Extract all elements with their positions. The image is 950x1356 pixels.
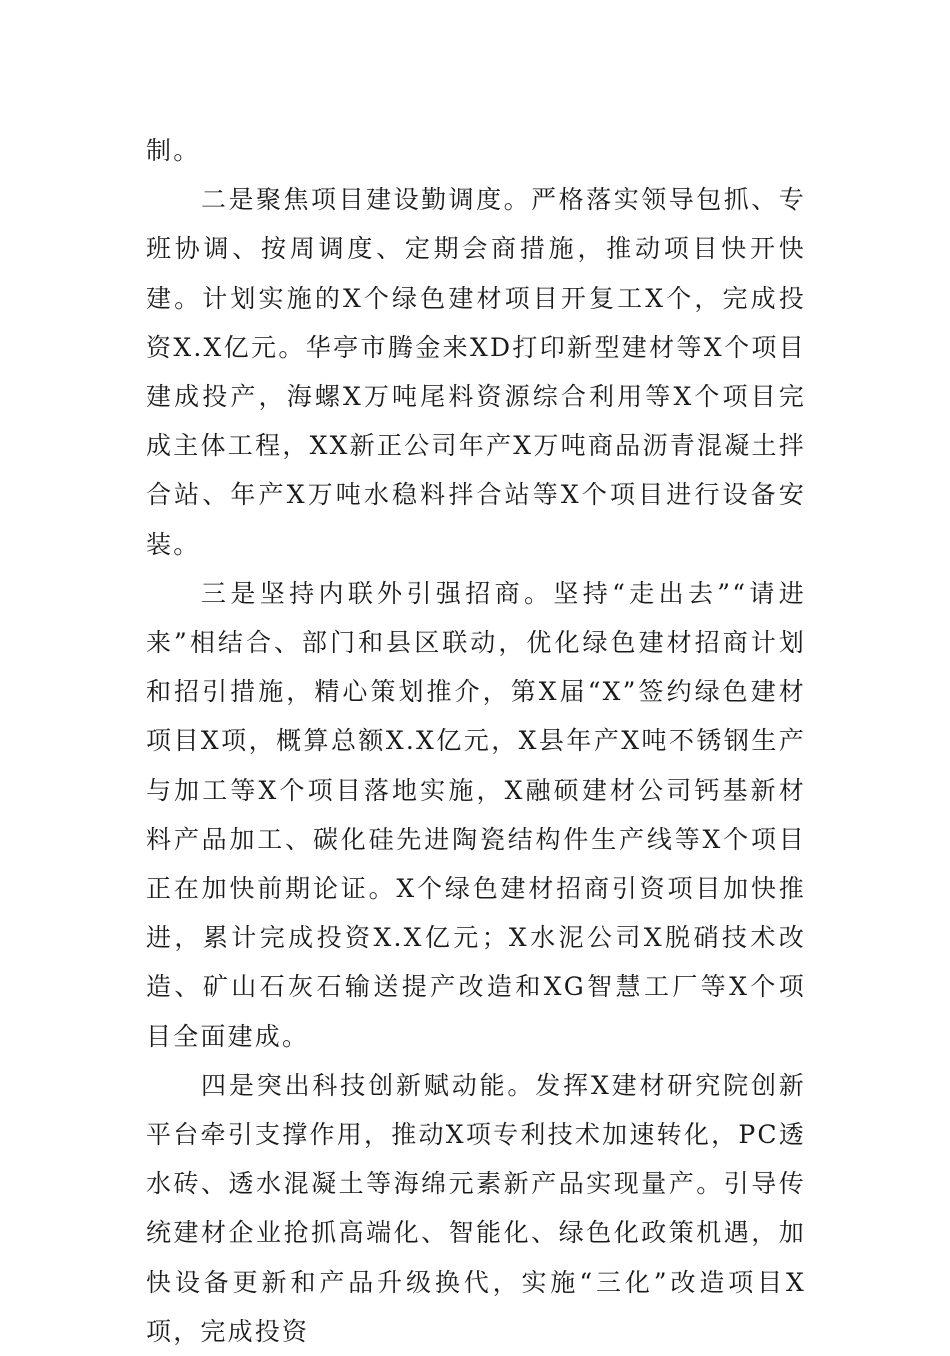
paragraph-continuation: 制。 [146, 136, 201, 165]
document-body [146, 126, 806, 1356]
paragraph-project-construction: 二是聚焦项目建设勤调度。严格落实领导包抓、专班协调、按周调度、定期会商措施，推动项目快开快建。计划实施的X个绿色建材项目开复工X个，完成投资X.X亿元。华亭市腾金来XD打印新型建材等X个项目建成投产，海螺X万吨尾料资源综合利用等X个项目完成主体工程，XX新正公司年产X万吨商品沥青混凝土拌合站、年产X万吨水稳料拌合站等X个项目进行设备安装。 [146, 185, 806, 559]
paragraph-investment-attraction: 三是坚持内联外引强招商。坚持“走出去”“请进来”相结合、部门和县区联动，优化绿色建材招商计划和招引措施，精心策划推介，第X届“X”签约绿色建材项目X项，概算总额X.X亿元，X县年产X吨不锈钢生产与加工等X个项目落地实施，X融硕建材公司钙基新材料产品加工、碳化硅先进陶瓷结构件生产线等X个项目正在加快前期论证。X个绿色建材招商引资项目加快推进，累计完成投资X.X亿元；X水泥公司X脱硝技术改造、矿山石灰石输送提产改造和XG智慧工厂等X个项目全面建成。 [146, 578, 806, 1051]
paragraph-tech-innovation: 四是突出科技创新赋动能。发挥X建材研究院创新平台牵引支撑作用，推动X项专利技术加速转化，PC透水砖、透水混凝土等海绵元素新产品实现量产。引导传统建材企业抢抓高端化、智能化、绿色化政策机遇，加快设备更新和产品升级换代，实施“三化”改造项目X项，完成投资 [146, 1070, 806, 1346]
